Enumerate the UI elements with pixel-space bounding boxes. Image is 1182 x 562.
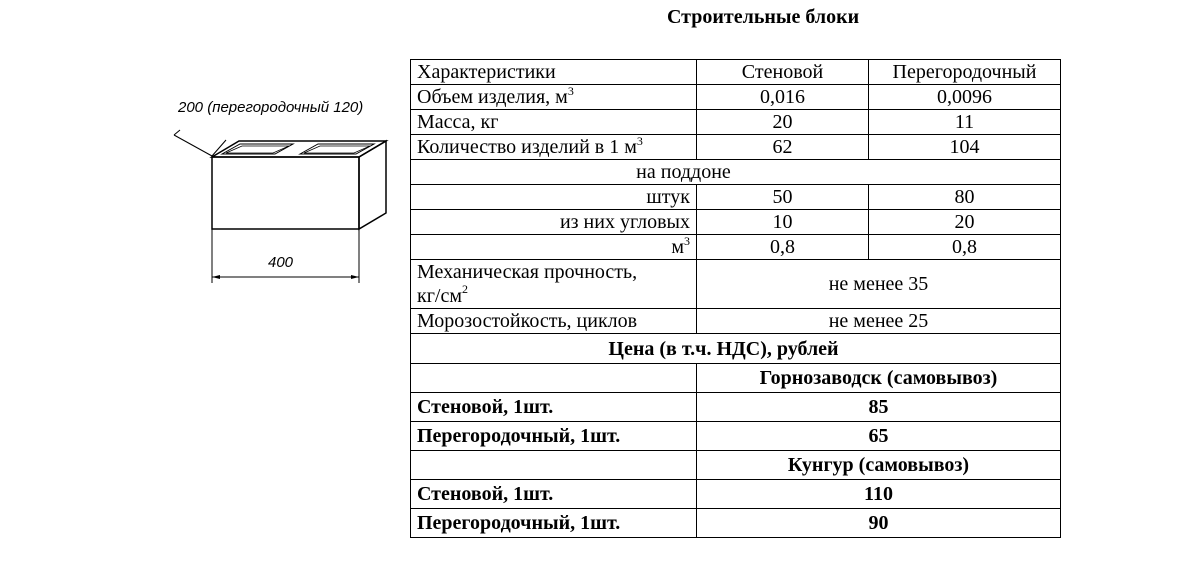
header-characteristics: Характеристики [411,60,697,85]
specs-table [410,59,1061,538]
block-top-face [212,141,386,157]
row-label: из них угловых [411,210,697,235]
empty-cell [411,364,697,393]
cell-wall: 50 [697,185,869,210]
pallet-section-header: на поддоне [411,160,1061,185]
table-row [411,260,1061,309]
empty-cell [411,451,697,480]
row-label: Перегородочный, 1шт. [411,509,697,538]
row-label: Количество изделий в 1 $м^3$ [411,135,697,160]
price-cell: 85 [697,393,1061,422]
row-label: Перегородочный, 1шт. [411,422,697,451]
table-header-row [411,60,1061,85]
cell-wall: 20 [697,110,869,135]
price-cell: 90 [697,509,1061,538]
location-gornozavodsk: Горнозаводск (самовывоз) [697,364,1061,393]
row-label: Масса, кг [411,110,697,135]
cell-strength-value: не менее 35 [697,260,1061,309]
table-row [411,334,1061,364]
price-section-header: Цена (в т.ч. НДС), рублей [411,334,1061,364]
cell-partition: 0,8 [869,235,1061,260]
price-cell: 110 [697,480,1061,509]
row-label: Стеновой, 1шт. [411,393,697,422]
table-row [411,160,1061,185]
cell-partition: 0,0096 [869,85,1061,110]
table-row [411,309,1061,334]
page-title: Строительные блоки [667,6,860,28]
cell-wall: 0,8 [697,235,869,260]
row-label: Механическая прочность, $кг/см^2$ [411,260,697,309]
table-row [411,422,1061,451]
row-label: штук [411,185,697,210]
table-row [411,185,1061,210]
table-row [411,210,1061,235]
block-side-face [359,141,386,229]
depth-dimension-line [174,135,212,156]
header-partition: Перегородочный [869,60,1061,85]
row-label: Объем изделия, $м^3$ [411,85,697,110]
length-dimension-label: 400 [268,254,294,271]
row-label: Стеновой, 1шт. [411,480,697,509]
cell-partition: 80 [869,185,1061,210]
block-front-face [212,157,359,229]
location-kungur: Кунгур (самовывоз) [697,451,1061,480]
header-wall: Стеновой [697,60,869,85]
cell-partition: 104 [869,135,1061,160]
table-row [411,451,1061,480]
cell-partition: 11 [869,110,1061,135]
table-row [411,235,1061,260]
table-row [411,393,1061,422]
table-row [411,110,1061,135]
table-row [411,480,1061,509]
cell-wall: 0,016 [697,85,869,110]
table-row [411,509,1061,538]
table-row [411,135,1061,160]
table-row [411,364,1061,393]
cell-partition: 20 [869,210,1061,235]
depth-dimension-label: 200 (перегородочный 120) [178,99,364,116]
cell-wall: 62 [697,135,869,160]
cell-wall: 10 [697,210,869,235]
cell-frost-value: не менее 25 [697,309,1061,334]
price-cell: 65 [697,422,1061,451]
row-label: $м^3$ [411,235,697,260]
table-row [411,85,1061,110]
block-drawing [160,90,400,290]
row-label: Морозостойкость, циклов [411,309,697,334]
